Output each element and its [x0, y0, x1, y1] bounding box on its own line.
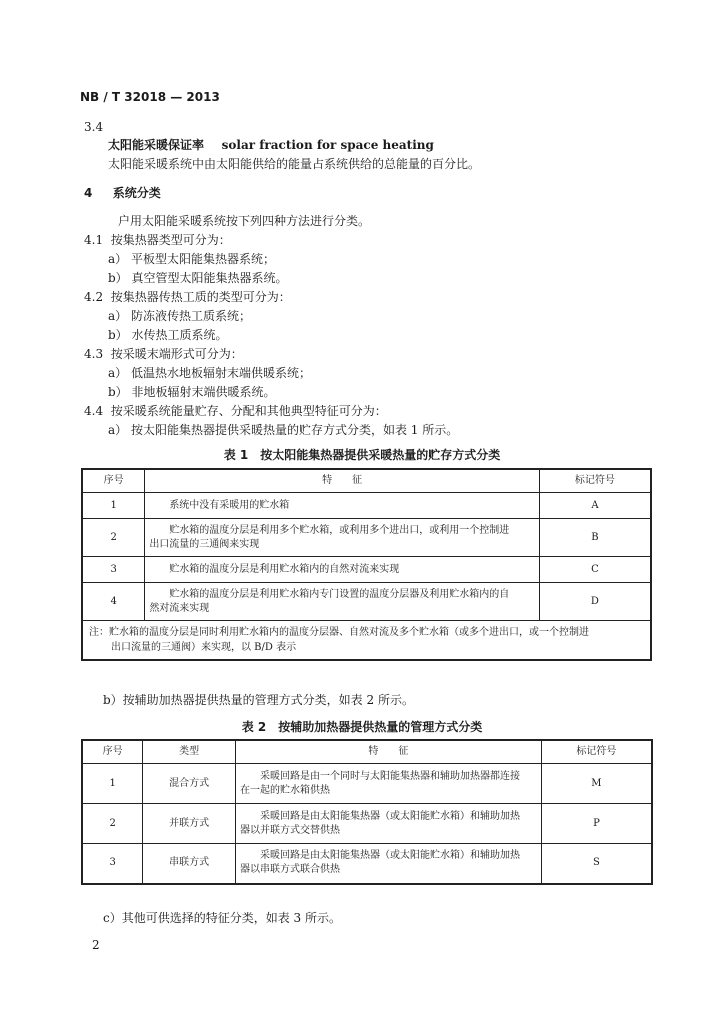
row-number: 4: [82, 583, 145, 621]
row-feature-line: 贮水箱的温度分层是利用贮水箱内的自然对流来实现: [169, 563, 400, 575]
clause-4-2: [84, 289, 291, 305]
section-4-number: 4: [84, 186, 93, 200]
row-symbol: S: [541, 844, 652, 884]
row-feature: [145, 557, 540, 583]
row-number: 1: [82, 764, 143, 804]
section-4-intro: 户用太阳能采暖系统按下列四种方法进行分类。: [118, 214, 371, 228]
table-1-note: [82, 621, 651, 661]
clause-4-3: [84, 346, 243, 362]
doc-header-id: NB / T 32018 — 2013: [80, 90, 220, 104]
clause-4-4-text: 按采暖系统能量贮存、分配和其他典型特征可分为：: [110, 404, 387, 418]
row-feature: [145, 493, 540, 519]
clause-4-1-number: 4.1: [84, 233, 104, 247]
row-feature-line: 采暖回路是由一个同时与太阳能集热器和辅助加热器都连接: [260, 770, 520, 782]
section-4-heading: [84, 185, 161, 201]
paragraph-c: c）其他可供选择的特征分类，如表 3 所示。: [103, 911, 341, 925]
note-line: 注：贮水箱的温度分层是同时利用贮水箱内的温度分层器、自然对流及多个贮水箱（或多个进出口，或一个控制进: [89, 627, 589, 638]
table-2-header-row: [82, 740, 652, 764]
table-2-caption: 表 2 按辅助加热器提供热量的管理方式分类: [241, 720, 483, 734]
row-feature-line: 贮水箱的温度分层是利用多个贮水箱，或利用多个进出口，或利用一个控制进: [169, 524, 510, 536]
term-definition: 太阳能采暖系统中由太阳能供给的能量占系统供给的总能量的百分比。: [108, 157, 481, 171]
clause-4-4: [84, 403, 387, 419]
row-number: 2: [82, 519, 145, 557]
row-feature-line: 采暖回路是由太阳能集热器（或太阳能贮水箱）和辅助加热: [260, 810, 520, 822]
term-en: solar fraction for space heating: [221, 138, 434, 152]
table-row: [82, 583, 651, 621]
table-1-header-no: 序号: [82, 469, 145, 493]
row-type: 并联方式: [143, 804, 236, 844]
section-3-4-number: 3.4: [84, 120, 104, 134]
row-number: 3: [82, 557, 145, 583]
clause-4-1-item-b: b） 真空管型太阳能集热器系统。: [108, 271, 288, 285]
row-feature-line: 器以并联方式交替供热: [240, 824, 340, 836]
row-symbol: B: [539, 519, 651, 557]
row-number: 2: [82, 804, 143, 844]
table-1-caption: 表 1 按太阳能集热器提供采暖热量的贮存方式分类: [223, 448, 501, 462]
row-symbol: D: [539, 583, 651, 621]
row-feature: [145, 519, 540, 557]
clause-4-3-item-a: a） 低温热水地板辐射末端供暖系统；: [108, 366, 311, 380]
row-feature-line: 采暖回路是由太阳能集热器（或太阳能贮水箱）和辅助加热: [260, 850, 520, 862]
table-2: [81, 739, 653, 885]
clause-4-2-text: 按集热器传热工质的类型可分为：: [110, 290, 291, 304]
row-number: 1: [82, 493, 145, 519]
table-1-header-row: [82, 469, 651, 493]
page-number: 2: [92, 938, 100, 952]
clause-4-1-item-a: a） 平板型太阳能集热器系统；: [108, 252, 275, 266]
clause-4-3-item-b: b） 非地板辐射末端供暖系统。: [108, 385, 276, 399]
clause-4-2-item-b: b） 水传热工质系统。: [108, 328, 228, 342]
clause-4-1-text: 按集热器类型可分为：: [110, 233, 231, 247]
paragraph-b: b）按辅助加热器提供热量的管理方式分类，如表 2 所示。: [103, 693, 414, 707]
row-feature-line: 器以串联方式联合供热: [240, 864, 340, 876]
term-cn: 太阳能采暖保证率: [108, 138, 205, 152]
section-4-title: 系统分类: [112, 186, 161, 200]
table-row: [82, 557, 651, 583]
row-symbol: P: [541, 804, 652, 844]
row-number: 3: [82, 844, 143, 884]
row-feature-line: 在一起的贮水箱供热: [240, 784, 330, 796]
clause-4-2-number: 4.2: [84, 290, 104, 304]
row-feature-line: 系统中没有采暖用的贮水箱: [169, 499, 290, 511]
table-2-header-symbol: 标记符号: [541, 740, 652, 764]
table-2-header-feature: 特 征: [236, 740, 542, 764]
table-1-header-symbol: 标记符号: [539, 469, 651, 493]
clause-4-2-item-a: a） 防冻液传热工质系统；: [108, 309, 251, 323]
table-2-header-type: 类型: [143, 740, 236, 764]
clause-4-3-text: 按采暖末端形式可分为：: [110, 347, 243, 361]
row-symbol: A: [539, 493, 651, 519]
row-feature-line: 出口流量的三通阀来实现: [149, 538, 260, 550]
row-symbol: M: [541, 764, 652, 804]
row-type: 混合方式: [143, 764, 236, 804]
table-row: [82, 804, 652, 844]
row-type: 串联方式: [143, 844, 236, 884]
table-row: [82, 844, 652, 884]
row-feature: [236, 804, 542, 844]
clause-4-4-item-a: a） 按太阳能集热器提供采暖热量的贮存方式分类，如表 1 所示。: [108, 423, 459, 437]
clause-4-4-number: 4.4: [84, 404, 104, 418]
row-feature: [236, 764, 542, 804]
table-2-header-no: 序号: [82, 740, 143, 764]
table-row: [82, 764, 652, 804]
table-row: [82, 493, 651, 519]
row-feature: [145, 583, 540, 621]
table-row: [82, 519, 651, 557]
clause-4-1: [84, 232, 231, 248]
table-1-note-row: [82, 621, 651, 661]
row-feature: [236, 844, 542, 884]
clause-4-3-number: 4.3: [84, 347, 104, 361]
row-symbol: C: [539, 557, 651, 583]
row-feature-line: 然对流来实现: [149, 602, 210, 614]
table-1-header-feature: 特 征: [145, 469, 540, 493]
term-heading: [108, 137, 434, 153]
row-feature-line: 贮水箱的温度分层是利用贮水箱内专门设置的温度分层器及利用贮水箱内的自: [169, 588, 510, 600]
table-1: [81, 468, 652, 661]
note-line: 出口流量的三通阀）来实现，以 B/D 表示: [111, 642, 297, 653]
